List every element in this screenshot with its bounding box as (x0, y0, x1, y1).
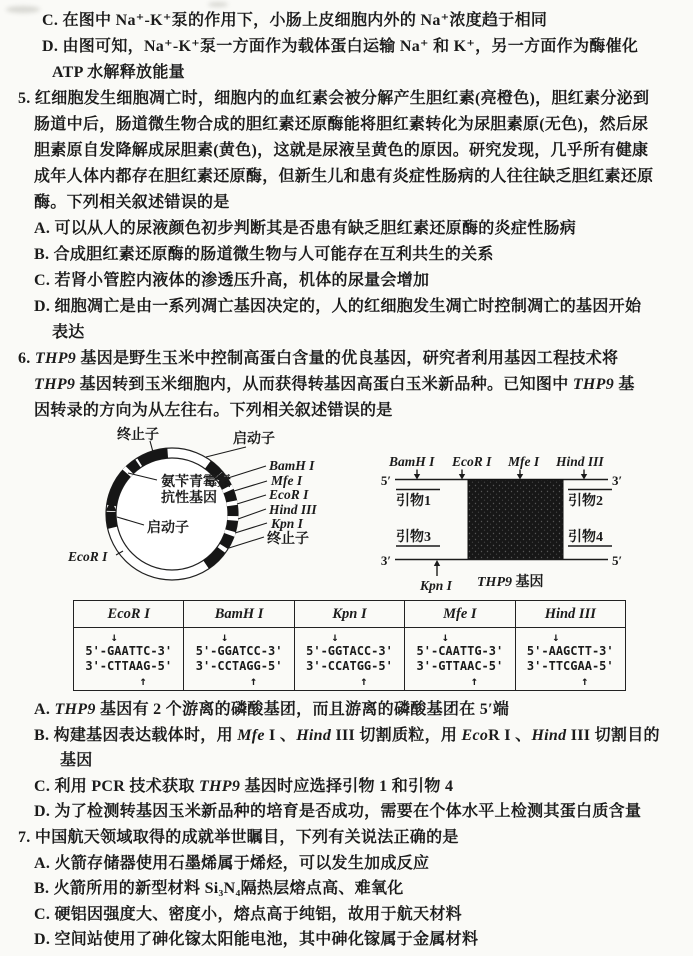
q5-option-b: B. 合成胆红素还原酶的肠道微生物与人可能存在互利共生的关系 (34, 246, 494, 263)
cut-arrow-up: ↑ (360, 674, 368, 688)
enzyme-header-mfei: Mfe I (405, 601, 515, 628)
cut-arrow-down: ↓ (221, 630, 229, 644)
cut-arrow-up: ↑ (249, 674, 258, 688)
cut-arrow-up: ↑ (139, 674, 147, 688)
enzyme-header-bamhi: BamH I (184, 601, 294, 628)
ecori-label: EcoR I (269, 487, 309, 502)
amp-resistance-label-line1: 氨苄青霉素 (161, 475, 231, 490)
sequence-top: 5'-CAATTG-3' (416, 644, 504, 658)
cut-arrow-down: ↓ (110, 630, 118, 644)
ecori-site-cell (74, 628, 184, 691)
q6-option-a: A. THP9 基因有 2 个游离的磷酸基团，而且游离的磷酸基团在 5′端 (34, 701, 510, 718)
end-3prime-topright: 3′ (612, 473, 623, 488)
primer3-label: 引物3 (396, 530, 431, 545)
primer1-label: 引物1 (396, 494, 431, 509)
q4-option-d: D. 由图可知，Na⁺-K⁺泵一方面作为载体蛋白运输 Na⁺ 和 K⁺，另一方面作为酶催化 (42, 38, 639, 55)
end-5prime-bottomright: 5′ (612, 553, 623, 568)
primer2-label: 引物2 (568, 494, 603, 509)
enzyme-table (73, 600, 626, 691)
scan-artifact (208, 2, 228, 7)
kpni-arrowhead (434, 560, 440, 566)
bamhi-site-cell (184, 628, 294, 691)
amp-resistance-label-line2: 抗性基因 (161, 491, 217, 506)
sequence-top: 5'-GAATTC-3' (85, 644, 173, 658)
kpni-label: Kpn I (271, 516, 303, 531)
map-cut-arrows (417, 470, 584, 475)
q5-option-c: C. 若肾小管腔内液体的渗透压升高，机体的尿量会增加 (34, 272, 430, 289)
sequence-top: 5'-GGATCC-3' (195, 644, 283, 658)
sequence-bottom: 3'-GTTAAC-5' (416, 659, 504, 673)
map-ecori-label: EcoR I (452, 454, 492, 469)
mfei-site-cell (405, 628, 515, 691)
sequence-top: 5'-GGTACC-3' (306, 644, 393, 658)
q6-stem-line1: 6. THP9 基因是野生玉米中控制高蛋白含量的优良基因，研究者利用基因工程技术将 (18, 350, 619, 367)
q7-option-c: C. 硬铝因强度大、密度小，熔点高于纯铝，故用于航天材料 (34, 905, 462, 923)
terminator-top-label: 终止子 (117, 428, 159, 443)
hindiii-label: Hind III (269, 502, 317, 517)
cut-arrow-down: ↓ (331, 630, 339, 644)
plasmid-diagram (67, 426, 317, 580)
q7-option-b: B. 火箭所用的新型材料 Si₃N₄隔热层熔点高、难氧化 (34, 880, 404, 898)
ecori-bottom-label: EcoR I (68, 549, 108, 564)
enzyme-header-ecori: EcoR I (74, 601, 184, 628)
map-kpni-label: Kpn I (420, 578, 452, 593)
bamhi-label: BamH I (269, 458, 315, 473)
cut-arrow-up: ↑ (470, 674, 478, 688)
map-bamhi-label: BamH I (389, 454, 435, 469)
q6-option-c: C. 利用 PCR 技术获取 THP9 基因时应选择引物 1 和引物 4 (34, 777, 454, 795)
cut-arrow-up: ↑ (581, 674, 589, 688)
end-3prime-bottomleft: 3′ (380, 553, 391, 568)
enzyme-header-hindiii: Hind III (515, 601, 625, 628)
q5-stem-line5: 酶。下列相关叙述错误的是 (34, 194, 230, 211)
q5-stem-line3: 胆素原自发降解成尿胆素(黄色)，这就是尿液呈黄色的原因。研究发现，几乎所有健康 (34, 142, 649, 159)
hindiii-site-cell (515, 628, 625, 691)
enzyme-header-kpni: Kpn I (294, 601, 404, 628)
gene-map-diagram (381, 454, 622, 593)
kpni-site-cell (294, 628, 404, 691)
q5-option-d: D. 细胞凋亡是由一系列凋亡基因决定的，人的红细胞发生凋亡时控制凋亡的基因开始 (34, 298, 642, 315)
q4-option-c: C. 在图中 Na⁺-K⁺泵的作用下，小肠上皮细胞内外的 Na⁺浓度趋于相同 (42, 12, 548, 29)
q4-option-d-cont: ATP 水解释放能量 (52, 64, 185, 81)
cut-arrow-down: ↓ (441, 630, 450, 644)
thp9-gene-label: THP9 基因 (477, 575, 544, 590)
thp9-gene-block (468, 480, 563, 560)
q5-stem-line4: 成年人体内都存在胆红素还原酶，但新生儿和患有炎症性肠病的人往往缺乏胆红素还原 (34, 168, 654, 185)
enzyme-table-sequence-row (74, 628, 626, 691)
sequence-bottom: 3'-TTCGAA-5' (526, 659, 614, 673)
map-cut-arrowheads (414, 474, 587, 480)
sequence-bottom: 3'-CCTAGG-5' (195, 659, 283, 673)
map-mfei-label: Mfe I (508, 454, 540, 469)
promoter-left-label: 启动子 (147, 521, 189, 536)
q5-stem-line1: 5. 红细胞发生细胞凋亡时，细胞内的血红素会被分解产生胆红素(亮橙色)，胆红素分泌到 (18, 90, 650, 107)
q5-option-d-cont: 表达 (52, 324, 85, 341)
q7-option-a: A. 火箭存储器使用石墨烯属于烯烃，可以发生加成反应 (34, 854, 430, 872)
primer4-label: 引物4 (568, 530, 603, 545)
sequence-bottom: 3'-CCATGG-5' (306, 659, 393, 673)
q6-stem-line3: 因转录的方向为从左往右。下列相关叙述错误的是 (34, 402, 393, 419)
q5-stem-line2: 肠道中后，肠道微生物合成的胆红素还原酶能将胆红素转化为尿胆素原(无色)，然后尿 (34, 116, 649, 133)
sequence-bottom: 3'-CTTAAG-5' (85, 659, 173, 673)
cut-arrow-down: ↓ (552, 630, 560, 644)
q6-option-d: D. 为了检测转基因玉米新品种的培育是否成功，需要在个体水平上检测其蛋白质含量 (34, 803, 642, 821)
q5-option-a: A. 可以从人的尿液颜色初步判断其是否患有缺乏胆红素还原酶的炎症性肠病 (34, 220, 577, 237)
sequence-top: 5'-AAGCTT-3' (526, 644, 614, 658)
q6-figure (0, 424, 693, 594)
map-hindiii-label: Hind III (556, 454, 604, 469)
q7-stem: 7. 中国航天领域取得的成就举世瞩目，下列有关说法正确的是 (18, 828, 459, 846)
q6-option-b-cont: 基因 (60, 752, 93, 770)
mfei-label: Mfe I (271, 473, 303, 488)
terminator-right-label: 终止子 (267, 532, 309, 547)
q7-option-d: D. 空间站使用了砷化镓太阳能电池，其中砷化镓属于金属材料 (34, 931, 479, 949)
enzyme-table-header-row (74, 601, 626, 628)
q6-stem-line2: THP9 基因转到玉米细胞内，从而获得转基因高蛋白玉米新品种。已知图中 THP9 基 (34, 376, 635, 393)
q6-option-b: B. 构建基因表达载体时，用 Mfe I 、Hind III 切割质粒，用 EcoR I 、Hind III 切割目的 (34, 726, 660, 744)
end-5prime-topleft: 5′ (380, 473, 391, 488)
promoter-top-label: 启动子 (233, 432, 275, 447)
scan-artifact (6, 6, 40, 13)
